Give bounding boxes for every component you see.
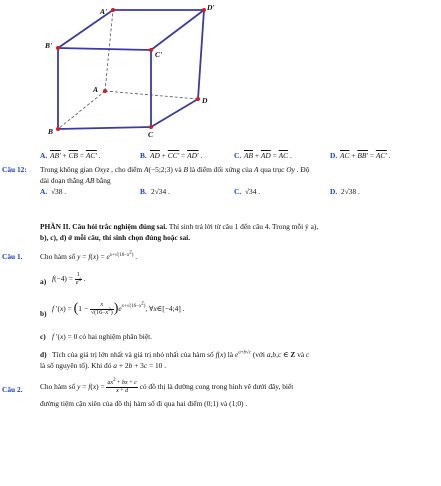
part2-line2: b), c), d) ở mỗi câu, thí sinh chọn đúng hoặc sai. <box>40 233 191 242</box>
q1-a-label: a) <box>40 277 47 286</box>
q12-text-line2: dài đoạn thẳng AB bằng <box>40 176 111 185</box>
q11-option-c[interactable]: $\overline{AB} + \overline{AD} = \overline{AC}$ . <box>244 151 292 160</box>
q12-option-c[interactable]: √34 . <box>245 187 261 196</box>
q12-option-d-label: D. <box>330 187 338 196</box>
q11-option-c-label: C. <box>234 151 242 160</box>
q1-d-label: d) <box>40 350 47 359</box>
vertex-c <box>149 125 153 129</box>
q12-option-c-label: C. <box>234 187 242 196</box>
label-d-prime: D' <box>207 3 215 12</box>
label-c: C <box>148 130 154 139</box>
label-d: D <box>202 96 208 105</box>
cube-edge <box>198 10 204 99</box>
q11-option-d-label: D. <box>330 151 338 160</box>
q12-option-b-label: B. <box>140 187 147 196</box>
vertex-d-prime <box>202 8 206 12</box>
hidden-edge <box>105 10 113 91</box>
q12-option-a[interactable]: √38 . <box>51 187 67 196</box>
q11-option-a[interactable]: $AB' + \overline{CB} = AC'$ . <box>50 151 101 160</box>
vertex-d <box>196 97 200 101</box>
cube-edge <box>58 48 151 50</box>
hidden-edge <box>58 91 105 129</box>
vertex-c-prime <box>149 48 153 52</box>
q11-option-b[interactable]: $\overline{AD} + CC' = AD'$ . <box>150 151 203 160</box>
q2-text-line2: đường tiệm cận xiên của đồ thị hàm số đi qua hai điểm (0;1) và (1;0) . <box>40 399 248 408</box>
q2-label: Câu 2. <box>2 385 23 394</box>
q12-option-a-label: A. <box>40 187 48 196</box>
vertex-b-prime <box>56 46 60 50</box>
q1-d-statement-line2: là số nguyên tố). Khi đó a + 2b + 3c = 10 . <box>40 361 167 370</box>
q1-c-label: c) <box>40 332 46 341</box>
q11-option-b-label: B. <box>140 151 147 160</box>
q1-label: Câu 1. <box>2 252 23 261</box>
label-a: A <box>93 85 99 94</box>
q1-b-label: b) <box>40 309 47 318</box>
q11-option-a-label: A. <box>40 151 48 160</box>
vertex-b <box>56 127 60 131</box>
label-b-prime: B' <box>45 41 53 50</box>
q12-option-d[interactable]: 2√38 . <box>341 187 360 196</box>
q1-intro: Cho hàm số $y = f(x) = e^{x+√(16-x^2)}$ . <box>40 249 138 261</box>
part2-line1 <box>40 222 318 231</box>
cube-edge <box>58 127 151 129</box>
vertex-a <box>103 89 107 93</box>
label-c-prime: C' <box>155 50 163 59</box>
q2-text-line1: Cho hàm số y = f(x) = $\frac{ax^2 + bx + c}{x + d}$ có đồ thị là đường cong trong hình vẽ dưới đây, biết <box>40 378 294 394</box>
q12-option-b[interactable]: 2√34 . <box>151 187 170 196</box>
label-b: B <box>48 127 54 136</box>
q11-options <box>0 151 441 163</box>
q1-b-statement[interactable]: f ′(x) = (1 − $\frac{x}{√(16-x^2)}$ )$e^{x+√(16-x^2)}$, ∀x∈[−4;4] . <box>52 301 185 317</box>
cube-figure <box>0 0 441 150</box>
vertex-a-prime <box>111 8 115 12</box>
part2-text1: Thí sinh trả lời từ câu 1 đến câu 4. Trong mỗi ý a), <box>167 222 319 231</box>
q1-d-statement-line1[interactable]: Tích của giá trị lớn nhất và giá trị nhỏ nhất của hàm số f(x) là $e^{a+b√c}$ (với a,b,c ∈ Z và c <box>52 350 310 359</box>
q11-option-d[interactable]: $\overline{AC} + BB' = AC'$ . <box>340 151 391 160</box>
cube-edge <box>151 99 198 127</box>
q1-c-statement[interactable]: f ′(x) = 0 có hai nghiệm phân biệt. <box>52 332 153 341</box>
q12-text-line1: Trong không gian Oxyz , cho điểm A(−5;2;3) và B là điểm đối xứng của A qua trục Oy . Độ <box>40 165 310 174</box>
q12-label: Câu 12: <box>2 165 27 174</box>
q1-a-statement[interactable]: f(−4) = $\frac{1}{e^4}$ . <box>52 272 86 286</box>
cube-edge <box>151 10 204 50</box>
label-a-prime: A' <box>100 7 108 16</box>
part2-heading: PHẦN II. Câu hỏi trắc nghiệm đúng sai. <box>40 222 168 231</box>
